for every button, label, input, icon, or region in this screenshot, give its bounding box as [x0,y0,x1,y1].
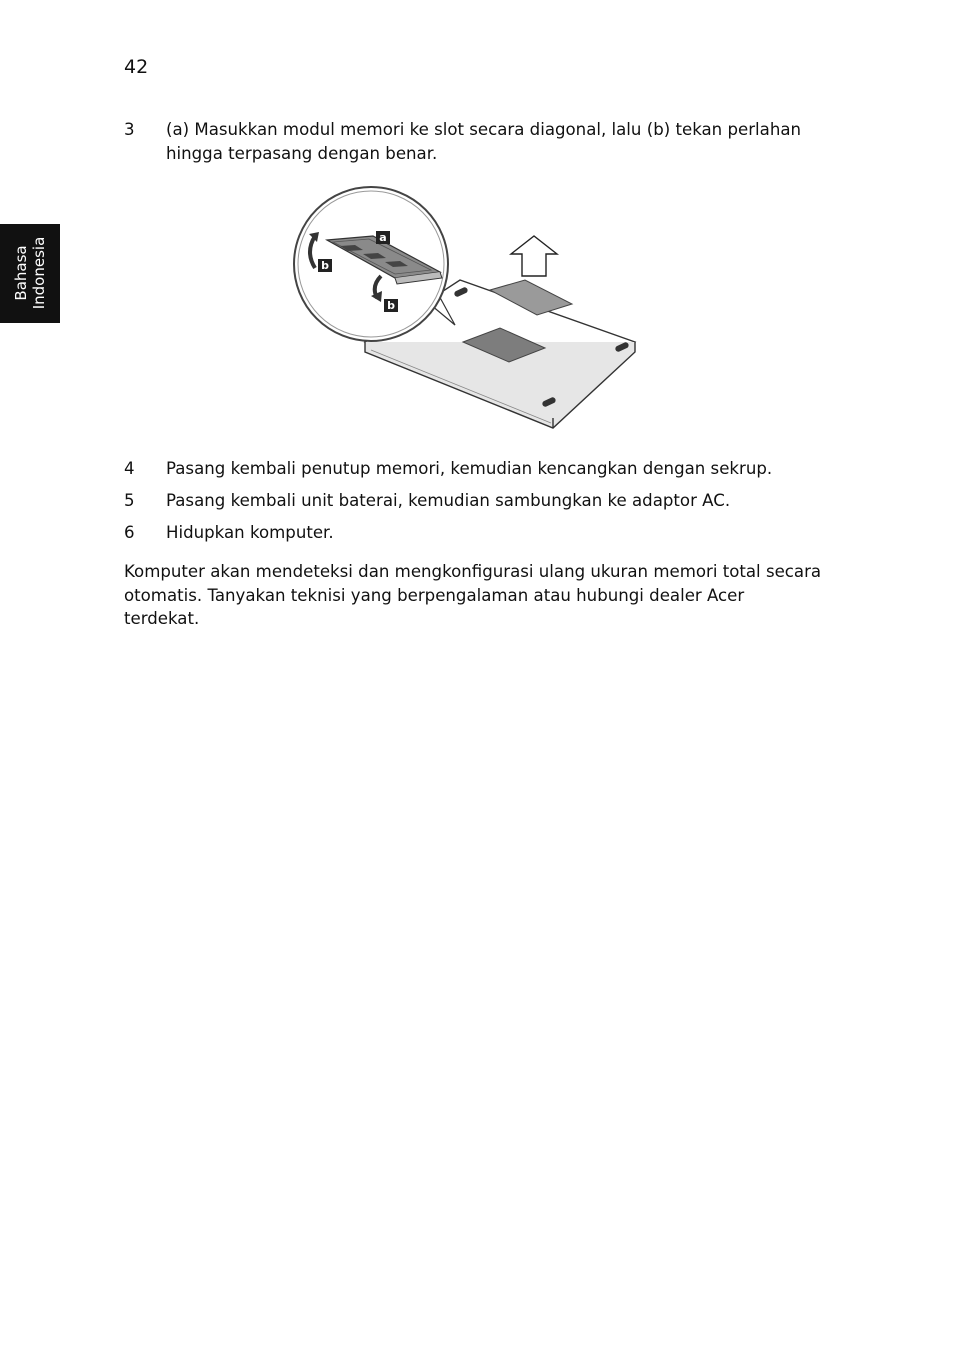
callout-a: a [379,231,387,244]
step-6 [124,521,824,545]
step-number: 4 [124,459,135,478]
step-number: 6 [124,523,135,542]
step-3 [124,118,824,165]
memory-install-illustration [285,180,650,438]
side-tab-line2: Indonesia [30,236,48,310]
step-5 [124,489,824,513]
step-text: Hidupkan komputer. [166,523,334,542]
step-text: Pasang kembali unit baterai, kemudian sambungkan ke adaptor AC. [166,491,731,510]
step-number: 5 [124,491,135,510]
side-tab-line1: Bahasa [12,245,30,301]
label-a: (a) [166,120,190,139]
step-number: 3 [124,120,135,139]
label-b: (b) [646,120,671,139]
step-text: Pasang kembali penutup memori, kemudian kencangkan dengan sekrup. [166,459,773,478]
page-number: 42 [124,56,149,78]
step-3-text-b: tekan perlahan hingga terpasang dengan benar. [166,120,802,163]
callout-b: b [321,259,329,272]
step-4 [124,457,824,481]
callout-b: b [387,299,395,312]
body-paragraph: Komputer akan mendeteksi dan mengkonfigurasi ulang ukuran memori total secara otomatis. Tanyakan teknisi yang berpengalaman atau hubungi dealer Acer terdekat. [124,562,822,628]
language-side-tab [0,224,60,323]
step-3-text-a: Masukkan modul memori ke slot secara diagonal, lalu [189,120,647,139]
side-tab-label [12,237,48,310]
lift-arrow-icon [511,236,557,276]
step-text [166,118,824,165]
